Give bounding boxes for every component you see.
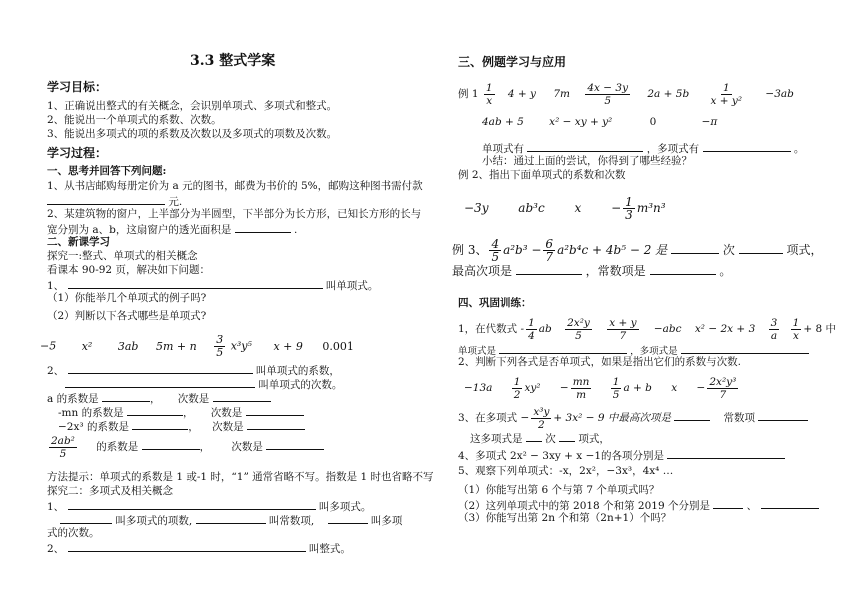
example-label: 例 1 bbox=[458, 88, 479, 100]
fraction: $\frac{1}{3}$ bbox=[625, 195, 633, 222]
answer-blank[interactable] bbox=[196, 512, 266, 524]
answer-blank[interactable] bbox=[667, 447, 785, 459]
textbook-note: 看课本 90-92 页，解决如下问题： bbox=[47, 264, 210, 276]
label: 、 bbox=[746, 500, 758, 512]
training-5-q3: （3）你能写出第 2n 个和第（2n+1）个吗？ bbox=[458, 512, 672, 524]
expr: 0 bbox=[649, 116, 657, 128]
answer-blank[interactable] bbox=[213, 390, 271, 402]
expr: a²b³ − bbox=[503, 243, 542, 257]
label: + 3x² − 9 中最高次项是 bbox=[553, 412, 671, 424]
expr: 2a + 5b bbox=[647, 88, 690, 100]
expr: x² − 2x + 3 bbox=[694, 323, 756, 335]
label: ，多项式是 bbox=[630, 346, 678, 357]
label: ，常数项是 bbox=[585, 264, 646, 278]
answer-blank[interactable] bbox=[102, 390, 150, 402]
fraction: $\frac{1}{x}$ bbox=[485, 81, 493, 107]
example-2-exprs: −3y ab³c x − $\frac{1}{3}$ m³n³ bbox=[464, 195, 666, 222]
question-1-unit: 元. bbox=[168, 196, 183, 208]
method-tip: 方法提示：单项式的系数是 1 或-1 时，“1” 通常省略不写。指数是 1 时也省略不写 bbox=[47, 471, 434, 483]
answer-blank[interactable] bbox=[703, 140, 791, 152]
label: 单项式是 bbox=[458, 346, 497, 357]
fraction: $\frac{\text{x³y}}{2}$ bbox=[533, 405, 550, 431]
training-2-exprs: −13a $\frac{1}{2}$ xy² − $\frac{mn}{m}$ $\frac{1}{5}$ a + b x − $\frac{\text{2x²y³}}{7}$ bbox=[464, 375, 737, 401]
answer-blank[interactable] bbox=[674, 409, 710, 421]
expr: −5 bbox=[40, 339, 57, 353]
sub-question-2: （2）判断以下各式哪些是单项式? bbox=[47, 310, 207, 322]
expr: 7m bbox=[553, 88, 570, 100]
fraction: $\frac{4x - 3y}{5}$ bbox=[587, 81, 629, 107]
expr: xy² bbox=[524, 382, 541, 394]
fraction: $\frac{\text{2x²y³}}{7}$ bbox=[709, 375, 737, 401]
item-number: 2、 bbox=[47, 365, 65, 377]
fraction: $\frac{\text{2x²y}}{5}$ bbox=[567, 316, 590, 342]
question-2-end: . bbox=[294, 224, 298, 236]
example-1-row1 bbox=[458, 80, 794, 108]
fraction: $\frac{6}{7}$ bbox=[545, 237, 554, 264]
item-number: 1、 bbox=[47, 280, 65, 292]
label: 叫常数项, bbox=[268, 515, 315, 527]
item-2-text2: 叫单项式的次数。 bbox=[258, 379, 343, 391]
expr: x + 9 bbox=[273, 339, 303, 353]
section-1-heading: 一、思考并回答下列问题: bbox=[47, 165, 167, 177]
expr: 3ab bbox=[117, 339, 139, 353]
question-2-line1: 2、某建筑物的窗户，上半部分为半圆型，下半部分为长方形，已知长方形的长与 bbox=[47, 208, 422, 220]
answer-blank[interactable] bbox=[671, 242, 719, 254]
training-5-q1: （1）你能写出第 6 个与第 7 个单项式吗？ bbox=[458, 484, 660, 496]
poly-item-2-text: 叫整式。 bbox=[308, 543, 351, 555]
item-number: 2、 bbox=[47, 543, 65, 555]
answer-blank[interactable] bbox=[127, 404, 183, 416]
expr: −π bbox=[701, 116, 718, 128]
deg-label: 次数是 bbox=[212, 421, 244, 433]
expr: x bbox=[671, 382, 678, 394]
label: 叫多项 bbox=[370, 515, 403, 527]
expr: m³n³ bbox=[636, 201, 666, 215]
process-heading: 学习过程： bbox=[47, 146, 108, 160]
example-1-row2 bbox=[482, 115, 717, 129]
poly-item-1-line2 bbox=[60, 512, 402, 528]
sub-question-1: （1）你能举几个单项式的例子吗? bbox=[47, 292, 207, 304]
item-2-text: 叫单项式的系数， bbox=[255, 365, 340, 377]
answer-blank[interactable] bbox=[559, 430, 575, 442]
fraction: $\frac{x + y}{7}$ bbox=[609, 316, 637, 342]
coef-row: a 的系数是 ， 次数是 bbox=[47, 390, 271, 406]
page-title: 3.3 整式学案 bbox=[190, 53, 276, 69]
expr: 4ab + 5 bbox=[482, 116, 524, 128]
expr: 4 + y bbox=[507, 88, 536, 100]
answer-blank[interactable] bbox=[68, 498, 316, 510]
expr: + 8 中 bbox=[803, 323, 836, 335]
training-1: 1，在代数式 - $\frac{1}{4}$ ab $\frac{\text{2x²y}}{5}$ $\frac{x + y}{7}$ −abc x² − 2x + 3 $\frac{3}{a}$ $\frac{1}{x}$ + 8 中 bbox=[458, 316, 836, 342]
training-3-line2 bbox=[470, 430, 610, 446]
answer-blank[interactable] bbox=[650, 263, 716, 275]
item-number: 1、 bbox=[47, 501, 65, 513]
answer-blank[interactable] bbox=[132, 418, 188, 430]
right-column bbox=[430, 0, 860, 607]
item-1-text: 叫单项式。 bbox=[325, 280, 379, 292]
example-label: 例 3、 bbox=[452, 243, 488, 257]
training-2: 2、判断下列各式是否单项式，如果是指出它们的系数与次数. bbox=[458, 356, 742, 368]
coef-row: −2x³ 的系数是 ， 次数是 bbox=[58, 418, 305, 434]
answer-blank[interactable] bbox=[68, 277, 323, 289]
coef-row: $\frac{\text{2ab²}}{5}$ 的系数是 ， 次数是 bbox=[47, 432, 324, 462]
fraction: $\frac{1}{x}$ bbox=[792, 316, 800, 342]
answer-blank[interactable] bbox=[142, 438, 200, 450]
answer-blank[interactable] bbox=[235, 221, 291, 233]
expr: −3y bbox=[464, 201, 489, 215]
expression-row-1 bbox=[40, 334, 354, 359]
answer-blank[interactable] bbox=[516, 263, 582, 275]
fraction: $\frac{4}{5}$ bbox=[491, 237, 500, 264]
expr: x² − xy + y² bbox=[549, 116, 613, 128]
answer-blank[interactable] bbox=[68, 362, 253, 374]
fraction: $\frac{1}{2}$ bbox=[513, 375, 521, 401]
expr: 5m + n bbox=[155, 339, 197, 353]
example-3 bbox=[452, 236, 823, 264]
fraction: $\frac{1}{4}$ bbox=[528, 316, 535, 342]
answer-blank[interactable] bbox=[739, 242, 783, 254]
deg-label: 次数是 bbox=[177, 393, 210, 405]
label: 最高次项是 bbox=[452, 264, 513, 278]
answer-blank[interactable] bbox=[68, 540, 306, 552]
expr: x² bbox=[81, 339, 93, 353]
explore-1: 探究一:整式、单项式的相关概念 bbox=[47, 250, 198, 262]
answer-blank[interactable] bbox=[713, 497, 743, 509]
label: 次 bbox=[545, 433, 556, 445]
label: （2）这列单项式中的第 2018 个和第 2019 个分别是 bbox=[458, 500, 710, 512]
training-4 bbox=[458, 447, 785, 463]
fraction: $\frac{\text{2ab²}}{5}$ bbox=[51, 434, 75, 460]
answer-blank[interactable] bbox=[47, 193, 165, 205]
label: 3、在多项式 − bbox=[458, 412, 530, 424]
answer-blank[interactable] bbox=[65, 376, 255, 388]
answer-blank[interactable] bbox=[499, 342, 627, 354]
answer-blank[interactable] bbox=[527, 140, 643, 152]
answer-blank[interactable] bbox=[60, 512, 112, 524]
answer-blank[interactable] bbox=[328, 512, 368, 524]
label: 单项式有 bbox=[482, 143, 524, 155]
expr: x bbox=[574, 201, 582, 215]
expr: −abc bbox=[653, 323, 682, 335]
goal-3: 3、能说出多项式的项的系数及次数以及多项式的项数及次数。 bbox=[47, 128, 338, 140]
question-1-line1: 1、从书店邮购每册定价为 a 元的图书，邮费为书价的 5%，邮购这种图书需付款 bbox=[47, 180, 423, 192]
example-3-line2 bbox=[452, 263, 731, 278]
label: 。 bbox=[719, 264, 732, 278]
poly-item-1-text: 叫多项式。 bbox=[318, 501, 372, 513]
coef-label: -mn 的系数是 bbox=[58, 407, 124, 419]
coef-label: a 的系数是 bbox=[47, 393, 99, 405]
label: 常数项 bbox=[723, 412, 756, 424]
answer-blank[interactable] bbox=[526, 430, 542, 442]
label: 叫多项式的项数, bbox=[115, 515, 193, 527]
training-5: 5、观察下列单项式：-x，2x²，−3x³，4x⁴ … bbox=[458, 465, 674, 477]
expr: a²b⁴c + 4b⁵ − 2 是 bbox=[557, 243, 668, 257]
label: 这多项式是 bbox=[470, 433, 523, 445]
answer-blank[interactable] bbox=[761, 497, 819, 509]
fraction: $\frac{3}{a}$ bbox=[770, 316, 778, 342]
answer-blank[interactable] bbox=[266, 438, 324, 450]
answer-blank[interactable] bbox=[246, 404, 304, 416]
answer-blank[interactable] bbox=[681, 342, 809, 354]
training-3 bbox=[458, 404, 808, 432]
poly-item-2 bbox=[47, 540, 351, 556]
label: 项式， bbox=[578, 433, 610, 445]
label: ，多项式有 bbox=[646, 143, 700, 155]
expr: a + b bbox=[623, 382, 652, 394]
label: 4、多项式 2x² − 3xy + x −1的各项分别是 bbox=[458, 450, 665, 462]
expr: x³y⁵ bbox=[230, 339, 252, 353]
fraction: $\frac{mn}{m}$ bbox=[572, 375, 590, 401]
fraction: $\frac{1}{\text{x + y²}}$ bbox=[710, 81, 743, 107]
expr: −3ab bbox=[765, 88, 794, 100]
coef-label: −2x³ 的系数是 bbox=[58, 421, 129, 433]
summary: 小结：通过上面的尝试，你得到了哪些经验？ bbox=[482, 155, 692, 167]
label: 次 bbox=[722, 243, 735, 257]
answer-blank[interactable] bbox=[247, 418, 305, 430]
label: 。 bbox=[793, 143, 805, 155]
label: 1，在代数式 bbox=[458, 323, 518, 335]
coef-label: 的系数是 bbox=[96, 441, 139, 453]
goal-1: 1、正确说出整式的有关概念，会识别单项式、多项式和整式。 bbox=[47, 100, 338, 112]
goals-heading: 学习目标： bbox=[47, 80, 108, 94]
coef-row: -mn 的系数是 ， 次数是 bbox=[58, 404, 304, 420]
answer-blank[interactable] bbox=[758, 409, 808, 421]
label: 项式， bbox=[786, 243, 823, 257]
section-4-heading: 四、巩固训练： bbox=[458, 297, 532, 309]
example-2: 例 2、指出下面单项式的系数和次数 bbox=[458, 169, 626, 181]
expr: 0.001 bbox=[322, 339, 354, 353]
goal-2: 2、能说出一个单项式的系数、次数。 bbox=[47, 114, 222, 126]
fraction: $\frac{3}{5}$ bbox=[216, 333, 224, 359]
expr: −13a bbox=[464, 382, 493, 394]
fraction: $\frac{1}{5}$ bbox=[612, 375, 620, 401]
explore-2: 探究二：多项式及相关概念 bbox=[47, 485, 173, 497]
deg-label: 次数是 bbox=[210, 407, 243, 419]
question-2-text: 宽分别为 a、b，这扇窗户的透光面积是 bbox=[47, 224, 232, 236]
poly-item-1-line3: 式的次数。 bbox=[47, 527, 100, 539]
section-3-heading: 三、例题学习与应用 bbox=[458, 55, 567, 69]
expr: ab³c bbox=[518, 201, 545, 215]
deg-label: 次数是 bbox=[231, 441, 263, 453]
expr: ab bbox=[538, 323, 552, 335]
section-2-heading: 二、新课学习 bbox=[47, 236, 110, 248]
